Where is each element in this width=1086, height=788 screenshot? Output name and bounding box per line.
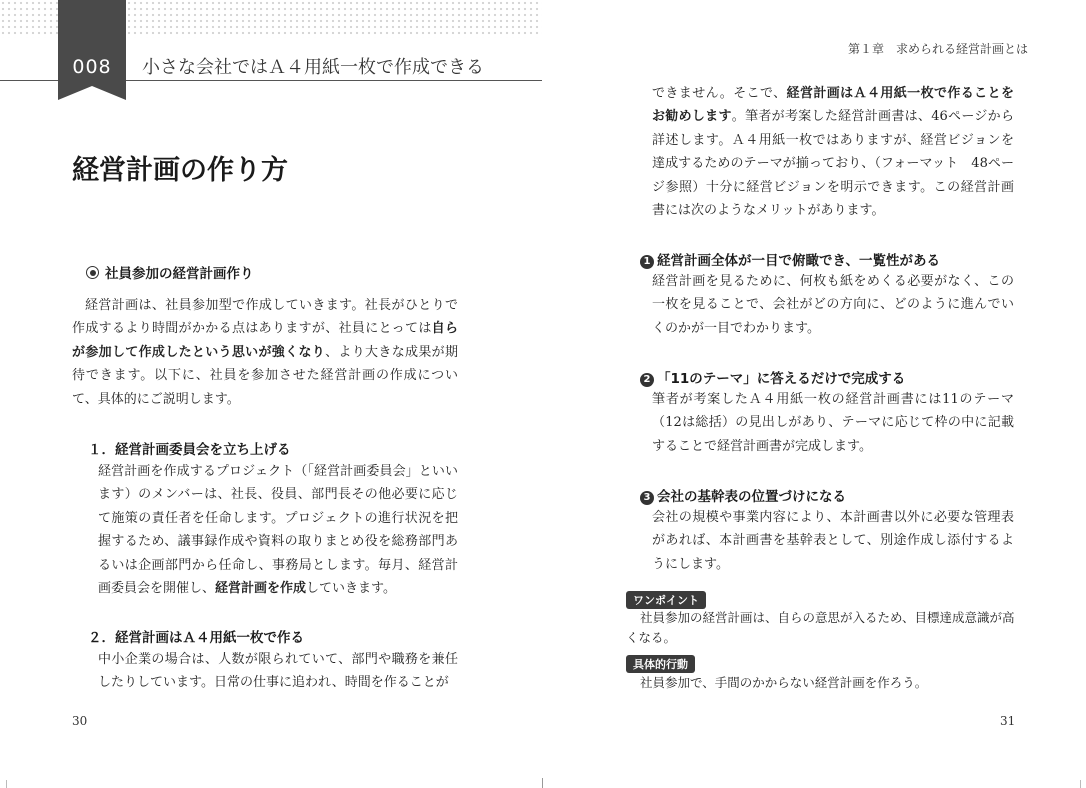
merit-1-heading xyxy=(640,249,940,269)
chapter-label: 第１章 求められる経営計画とは xyxy=(848,42,1029,56)
item1-text-2: していきます。 xyxy=(306,581,396,597)
number-2-icon: 2 xyxy=(640,373,654,387)
item2-heading: ２．経営計画はＡ４用紙一枚で作る xyxy=(88,630,304,646)
item2-paragraph: 中小企業の場合は、人数が限られていて、部門や職務を兼任したりしています。日常の仕事に追われ、時間を作ることが xyxy=(98,652,458,691)
intro-bold: 自らが参加して作成したという思いが強くなり xyxy=(72,321,458,360)
one-point-text: 社員参加の経営計画は、自らの意思が入るため、目標達成意識が高くなる。 xyxy=(626,610,1015,645)
right-intro-text-2: 。筆者が考案した経営計画書は、46ページから詳述します。Ａ４用紙一枚ではありますが、経営ビジョンを達成するためのテーマが揃っており、（フォーマット 48ページ参照）十分に経営ビジョンを明示できます。この経営計画書には次のようなメリットがあります。 xyxy=(652,109,1014,219)
item1-paragraph xyxy=(98,460,458,600)
crop-mark-left xyxy=(6,780,7,788)
one-point-tag: ワンポイント xyxy=(626,591,706,609)
section-ribbon xyxy=(58,0,126,100)
section-number: 008 xyxy=(72,56,112,78)
page-title: 経営計画の作り方 xyxy=(72,155,288,186)
intro-paragraph xyxy=(72,294,458,411)
merit-1-heading-text: 経営計画全体が一目で俯瞰でき、一覧性がある xyxy=(657,253,940,269)
merit-3-heading xyxy=(640,485,846,505)
merit-1-text: 経営計画を見るために、何枚も紙をめくる必要がなく、この一枚を見ることで、会社がどの方向に、どのように進んでいくのかが一目でわかります。 xyxy=(652,274,1014,336)
crop-mark-right xyxy=(1080,780,1081,788)
intro-text-2: 、より大きな成果が期待できます。以下に、社員を参加させた経営計画の作成について、具体的にご説明します。 xyxy=(72,344,458,407)
page-number-left: 30 xyxy=(72,714,88,728)
subheading-text: 社員参加の経営計画作り xyxy=(105,266,254,282)
item1-heading: １．経営計画委員会を立ち上げる xyxy=(88,442,291,458)
gutter-mark xyxy=(542,778,543,788)
subheading xyxy=(86,262,254,282)
page-number-right: 31 xyxy=(1000,714,1016,728)
section-title: 小さな会社ではＡ４用紙一枚で作成できる xyxy=(142,57,484,78)
merit-2-text: 筆者が考案したＡ４用紙一枚の経営計画書には11のテーマ（12は総括）の見出しがあり、テーマに応じて枠の中に記載することで経営計画書が完成します。 xyxy=(652,392,1014,454)
merit-2-heading-text: 「11のテーマ」に答えるだけで完成する xyxy=(657,371,906,387)
item1-text-1: 経営計画を作成するプロジェクト（「経営計画委員会」といいます）のメンバーは、社長、役員、部門長その他必要に応じて施策の責任者を任命します。プロジェクトの進行状況を把握するため、議事録作成や資料の取りまとめ役を総務部門あるいは企画部門から任命し、事務局とします。毎月、経営計画委員会を開催し、 xyxy=(98,464,458,597)
right-intro-bold: 経営計画はＡ４用紙一枚で作ることをお勧めします xyxy=(652,86,1014,125)
item1-bold: 経営計画を作成 xyxy=(215,581,307,597)
merit-3-text: 会社の規模や事業内容により、本計画書以外に必要な管理表があれば、本計画書を基幹表として、別途作成し添付するようにします。 xyxy=(652,510,1014,572)
right-intro-paragraph xyxy=(652,82,1014,222)
merit-3-heading-text: 会社の基幹表の位置づけになる xyxy=(657,489,846,505)
right-intro-text-1: できません。そこで、 xyxy=(652,86,787,101)
action-tag: 具体的行動 xyxy=(626,655,695,673)
merit-2-heading xyxy=(640,367,905,387)
number-1-icon: 1 xyxy=(640,255,654,269)
bullseye-icon xyxy=(86,266,99,279)
action-text: 社員参加で、手間のかからない経営計画を作ろう。 xyxy=(640,675,928,690)
number-3-icon: 3 xyxy=(640,491,654,505)
intro-text-1: 経営計画は、社員参加型で作成していきます。社長がひとりで作成するより時間がかかる点はありますが、社員にとっては xyxy=(72,298,458,337)
